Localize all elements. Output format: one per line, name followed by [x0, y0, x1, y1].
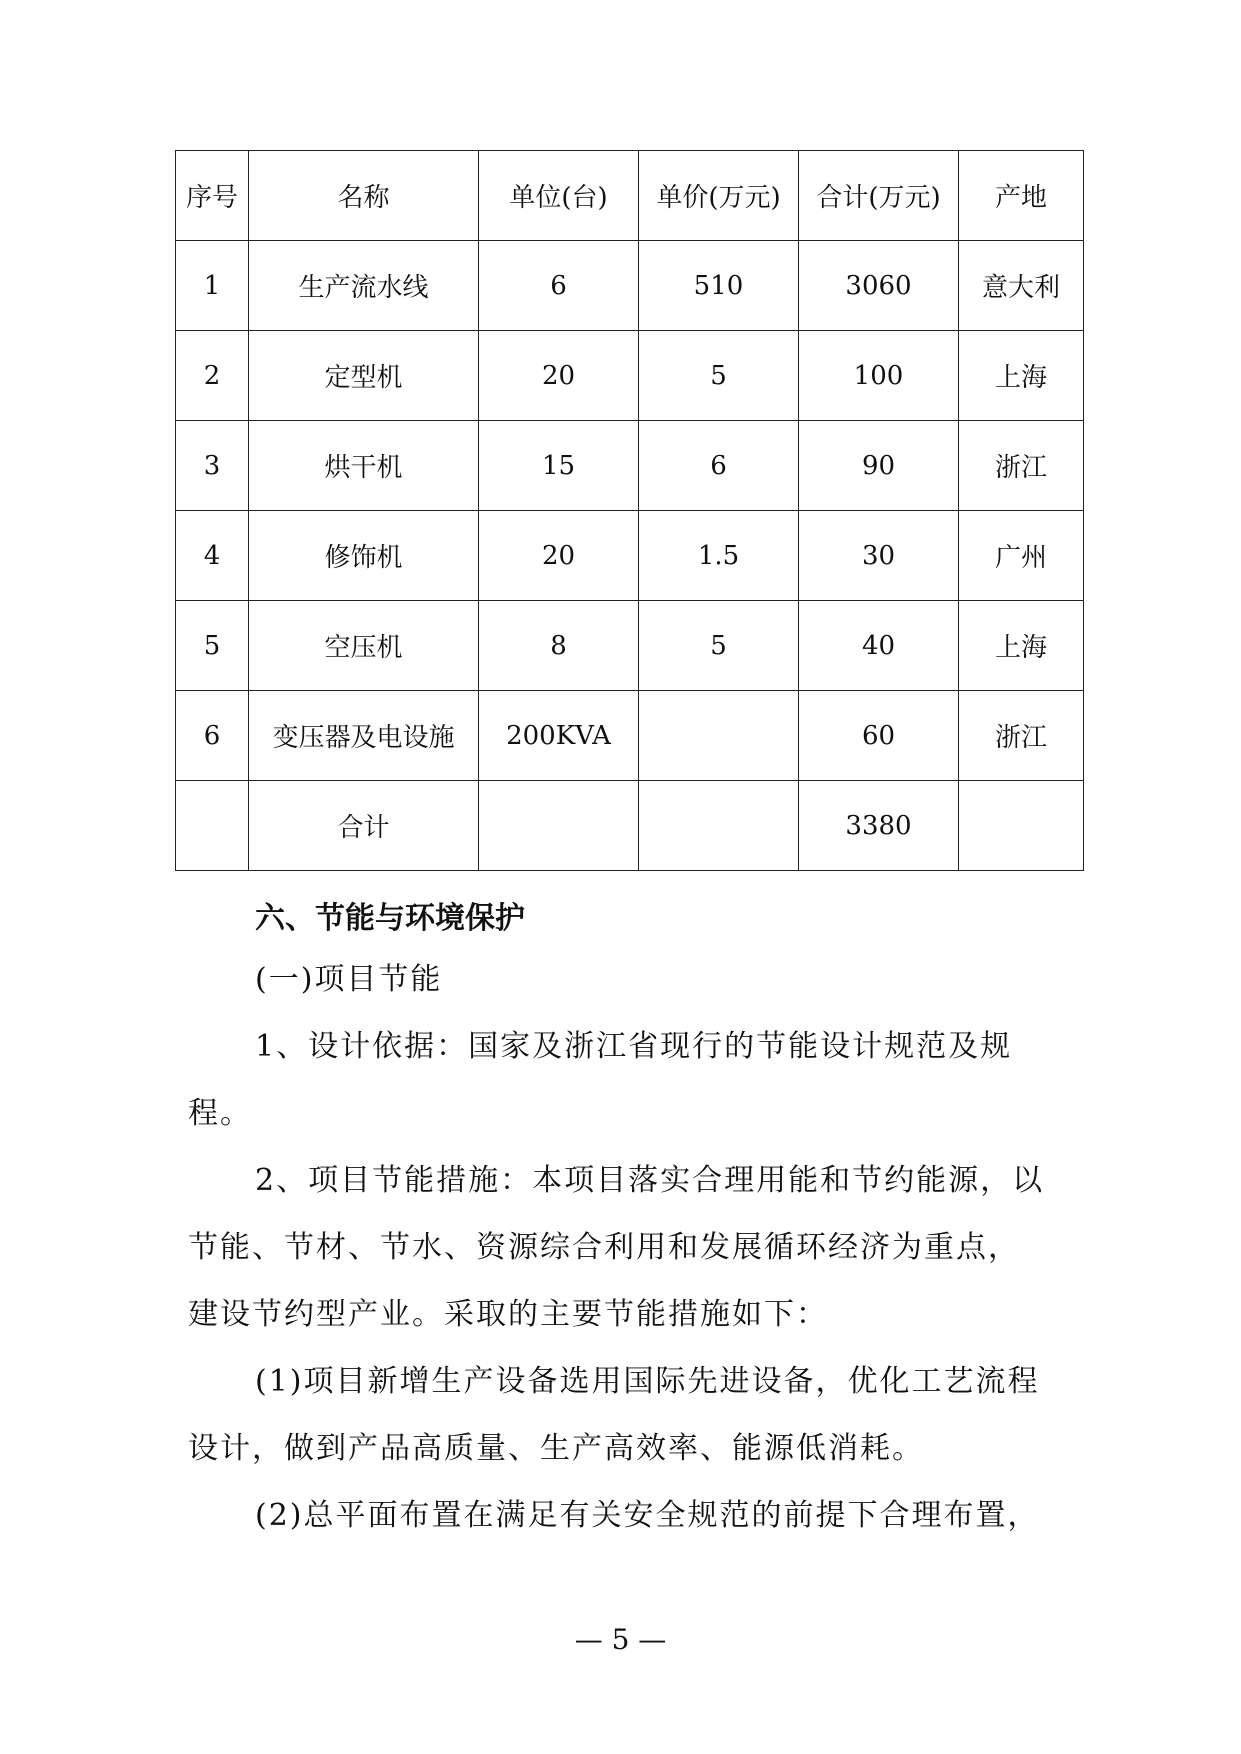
table-row	[176, 601, 1084, 691]
table-cell	[959, 781, 1084, 871]
table-cell: 空压机	[249, 601, 479, 691]
table-cell: 1	[176, 241, 249, 331]
table-cell: 40	[799, 601, 959, 691]
header-cell: 产地	[959, 151, 1084, 241]
table-cell: 100	[799, 331, 959, 421]
table-cell: 6	[479, 241, 639, 331]
table-cell: 修饰机	[249, 511, 479, 601]
table-cell: 生产流水线	[249, 241, 479, 331]
table-cell: 上海	[959, 601, 1084, 691]
table-cell: 烘干机	[249, 421, 479, 511]
table-cell: 5	[639, 601, 799, 691]
table-cell: 6	[176, 691, 249, 781]
table-cell: 变压器及电设施	[249, 691, 479, 781]
header-cell: 名称	[249, 151, 479, 241]
table-cell: 合计	[249, 781, 479, 871]
table-cell: 广州	[959, 511, 1084, 601]
table-cell: 定型机	[249, 331, 479, 421]
table-row	[176, 691, 1084, 781]
subheading: (一)项目节能	[255, 962, 443, 997]
table-cell: 3060	[799, 241, 959, 331]
table-row	[176, 241, 1084, 331]
table-cell: 8	[479, 601, 639, 691]
header-cell: 合计(万元)	[799, 151, 959, 241]
table-cell: 20	[479, 331, 639, 421]
table-cell	[639, 781, 799, 871]
paragraph-measure-2: (2)总平面布置在满足有关安全规范的前提下合理布置，	[255, 1498, 1040, 1533]
table-cell: 1.5	[639, 511, 799, 601]
table-cell: 意大利	[959, 241, 1084, 331]
table-cell: 15	[479, 421, 639, 511]
paragraph-design-basis: 1、设计依据：国家及浙江省现行的节能设计规范及规程。	[188, 1029, 1013, 1131]
table-cell: 200KVA	[479, 691, 639, 781]
table-cell: 510	[639, 241, 799, 331]
table-header-row	[176, 151, 1084, 241]
table-cell	[176, 781, 249, 871]
table-cell: 3380	[799, 781, 959, 871]
table-cell: 3	[176, 421, 249, 511]
paragraph-measure-1: (1)项目新增生产设备选用国际先进设备，优化工艺流程设计，做到产品高质量、生产高效率、能源低消耗。	[188, 1364, 1040, 1466]
header-cell: 序号	[176, 151, 249, 241]
table-cell	[639, 691, 799, 781]
header-cell: 单价(万元)	[639, 151, 799, 241]
table-cell: 30	[799, 511, 959, 601]
table-cell: 90	[799, 421, 959, 511]
table-total-row	[176, 781, 1084, 871]
section-heading: 六、节能与环境保护	[255, 901, 525, 936]
page-number: — 5 —	[574, 1623, 667, 1656]
equipment-table	[175, 150, 1084, 871]
table-cell: 4	[176, 511, 249, 601]
table-row	[176, 421, 1084, 511]
header-cell: 单位(台)	[479, 151, 639, 241]
table-cell: 5	[176, 601, 249, 691]
table-cell: 浙江	[959, 691, 1084, 781]
table-cell: 5	[639, 331, 799, 421]
table-row	[176, 331, 1084, 421]
table-cell: 2	[176, 331, 249, 421]
table-row	[176, 511, 1084, 601]
table-cell: 浙江	[959, 421, 1084, 511]
paragraph-energy-measures: 2、项目节能措施：本项目落实合理用能和节约能源，以节能、节材、节水、资源综合利用和发展循环经济为重点，建设节约型产业。采取的主要节能措施如下：	[188, 1163, 1045, 1332]
table-cell: 上海	[959, 331, 1084, 421]
table-cell: 20	[479, 511, 639, 601]
table-cell: 60	[799, 691, 959, 781]
table-cell	[479, 781, 639, 871]
table-cell: 6	[639, 421, 799, 511]
